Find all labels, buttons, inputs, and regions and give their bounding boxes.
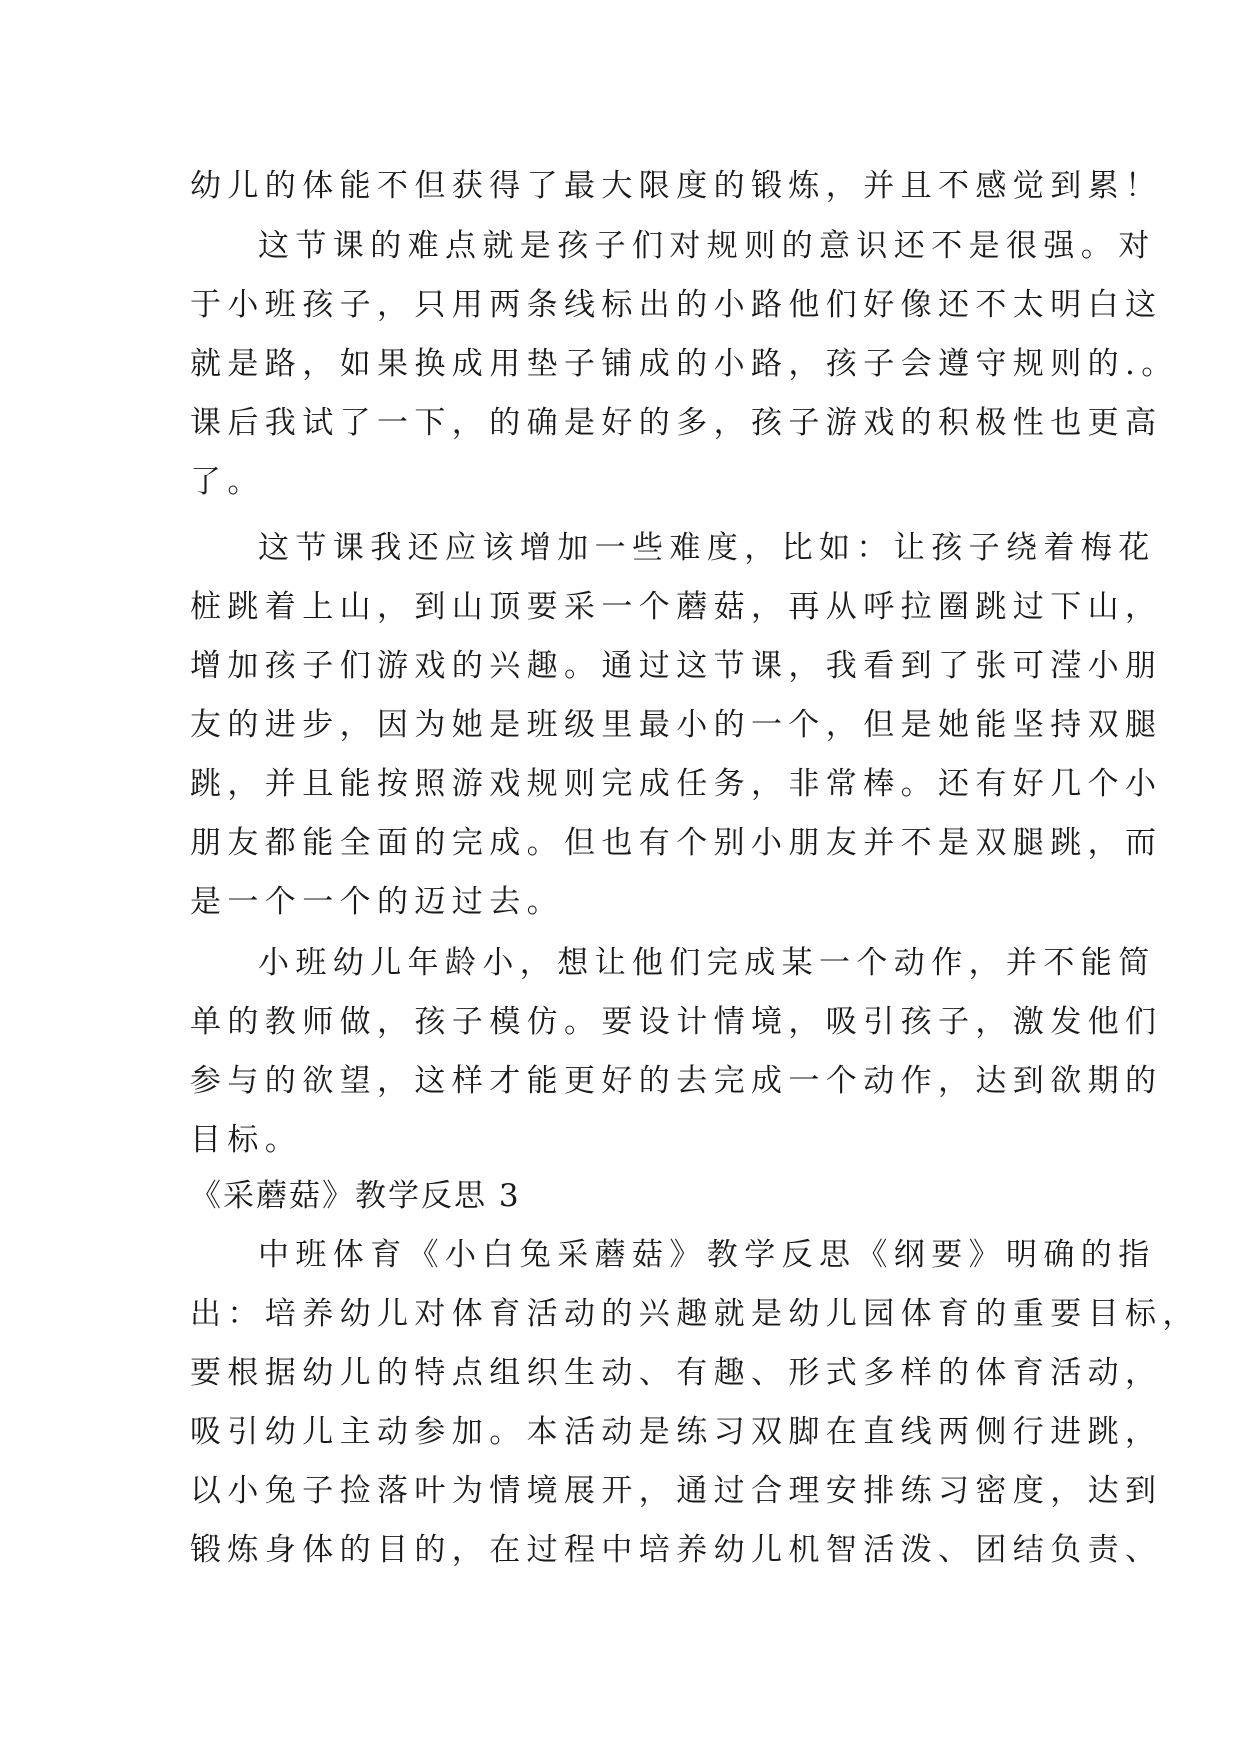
text-line: 于小班孩子，只用两条线标出的小路他们好像还不太明白这 (190, 287, 1163, 323)
text-line: 是一个一个的迈过去。 (190, 884, 564, 920)
text-line: 桩跳着上山，到山顶要采一个蘑菇，再从呼拉圈跳过下山， (190, 589, 1163, 625)
paragraph-start-line: 中班体育《小白兔采蘑菇》教学反思《纲要》明确的指 (258, 1237, 1156, 1273)
text-line: 幼儿的体能不但获得了最大限度的锻炼，并且不感觉到累！ (190, 168, 1163, 204)
text-line: 朋友都能全面的完成。但也有个别小朋友并不是双腿跳，而 (190, 825, 1163, 861)
section-heading: 《采蘑菇》教学反思 3 (190, 1178, 521, 1214)
text-line: 参与的欲望，这样才能更好的去完成一个动作，达到欲期的 (190, 1063, 1163, 1099)
text-line: 单的教师做，孩子模仿。要设计情境，吸引孩子，激发他们 (190, 1004, 1163, 1040)
text-line: 友的进步，因为她是班级里最小的一个，但是她能坚持双腿 (190, 707, 1163, 743)
paragraph-start-line: 这节课的难点就是孩子们对规则的意识还不是很强。对 (258, 228, 1156, 264)
text-line: 吸引幼儿主动参加。本活动是练习双脚在直线两侧行进跳， (190, 1414, 1163, 1450)
text-line: 就是路，如果换成用垫子铺成的小路，孩子会遵守规则的.。 (190, 346, 1179, 382)
text-line: 课后我试了一下，的确是好的多，孩子游戏的积极性也更高 (190, 405, 1163, 441)
text-line: 跳，并且能按照游戏规则完成任务，非常棒。还有好几个小 (190, 766, 1163, 802)
text-line: 锻炼身体的目的，在过程中培养幼儿机智活泼、团结负责、 (190, 1532, 1163, 1568)
text-line: 以小兔子捡落叶为情境展开，通过合理安排练习密度，达到 (190, 1473, 1163, 1509)
paragraph-start-line: 小班幼儿年龄小，想让他们完成某一个动作，并不能简 (258, 945, 1156, 981)
text-line: 出：培养幼儿对体育活动的兴趣就是幼儿园体育的重要目标， (190, 1296, 1200, 1332)
text-line: 要根据幼儿的特点组织生动、有趣、形式多样的体育活动， (190, 1355, 1163, 1391)
text-line: 目标。 (190, 1122, 303, 1158)
text-line: 增加孩子们游戏的兴趣。通过这节课，我看到了张可滢小朋 (190, 648, 1163, 684)
text-line: 了。 (190, 464, 265, 500)
paragraph-start-line: 这节课我还应该增加一些难度，比如：让孩子绕着梅花 (258, 530, 1156, 566)
